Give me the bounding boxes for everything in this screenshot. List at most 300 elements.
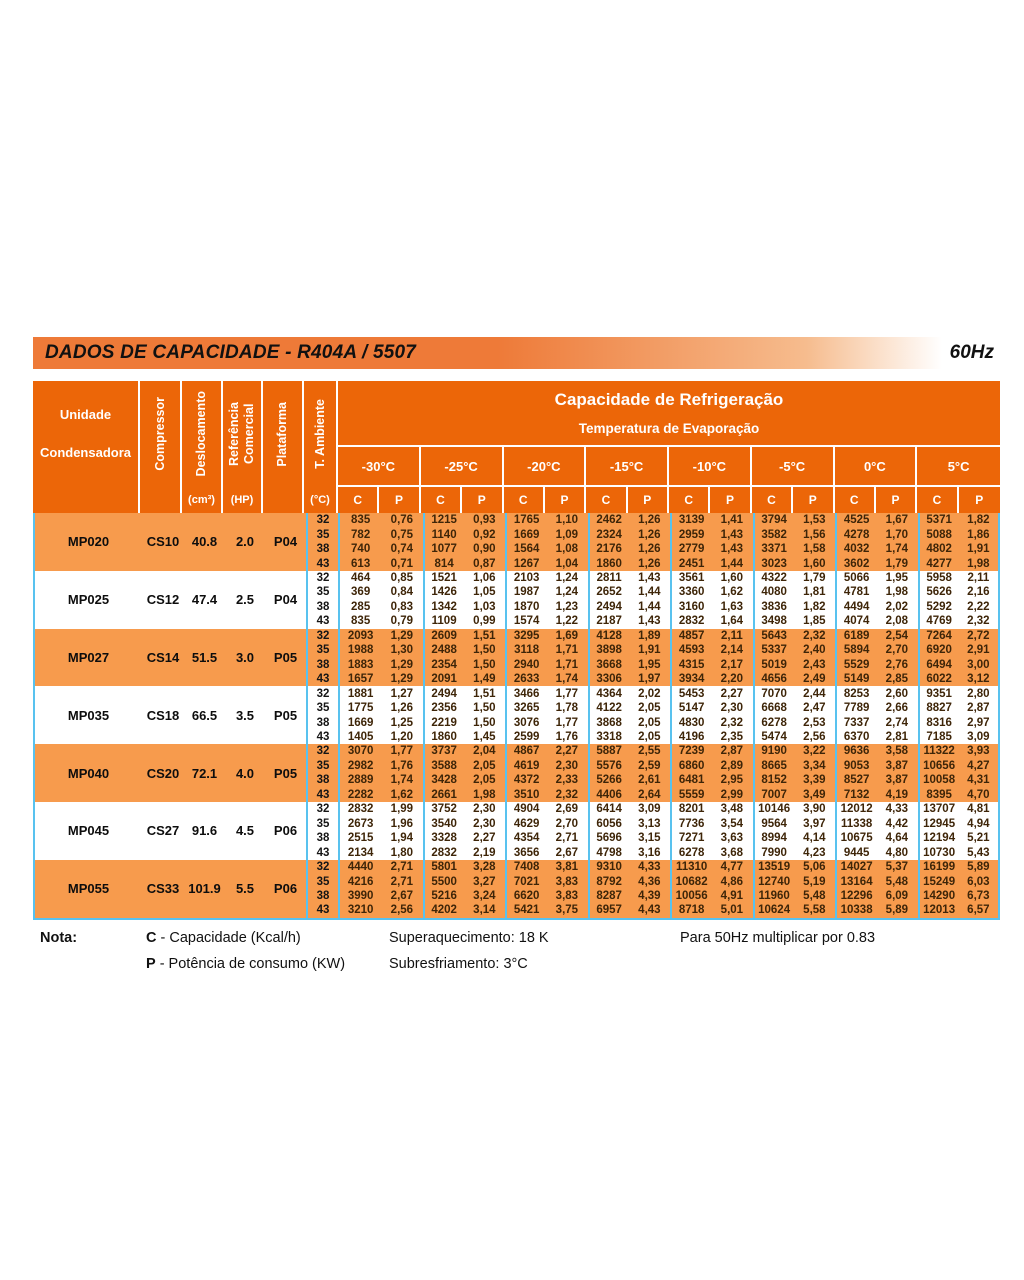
power-value: 1,79 <box>803 572 826 585</box>
power-value: 4,42 <box>885 817 909 830</box>
unit-group-mp045 <box>33 802 1000 860</box>
capacity-value: 3990 <box>347 890 374 902</box>
capacity-value: 9445 <box>835 845 876 859</box>
capacity-value: 814 <box>423 556 464 570</box>
power-value: 3,09 <box>638 803 661 816</box>
power-value: 2,27 <box>720 687 744 700</box>
power-value: 2,89 <box>720 759 744 772</box>
capacity-value: 3360 <box>670 585 711 599</box>
capacity-value: 3898 <box>588 643 629 657</box>
power-value: 1,22 <box>555 615 579 628</box>
power-value: 2,16 <box>959 585 1000 599</box>
capacity-value: 2494 <box>588 600 629 614</box>
unit-name-cell: MP020 <box>67 534 110 550</box>
col-header-label: Compressor <box>152 397 167 471</box>
power-value: 2,55 <box>638 745 661 758</box>
capacity-value: 7789 <box>835 701 876 715</box>
col-header-label: Referência Comercial <box>227 402 256 466</box>
capacity-value: 4196 <box>670 730 711 744</box>
capacity-value: 4802 <box>918 542 959 556</box>
power-value: 1,29 <box>390 629 414 642</box>
power-value: 1,78 <box>555 702 579 715</box>
power-value: 1,29 <box>390 673 414 686</box>
power-value: 4,81 <box>959 802 1000 816</box>
power-value: 3,12 <box>959 672 1000 686</box>
power-value: 0,85 <box>390 572 414 585</box>
capacity-value: 3836 <box>753 600 794 614</box>
ambient-temp-cell: 43 <box>306 903 340 917</box>
ambient-temp-cell: 35 <box>306 585 340 599</box>
capacity-value: 4867 <box>505 744 546 758</box>
displacement-cell: 47.4 <box>191 592 218 608</box>
capacity-definition: C - Capacidade (Kcal/h) <box>146 929 301 946</box>
capacity-value: 13164 <box>835 874 876 888</box>
power-value: 2,05 <box>473 759 496 772</box>
power-value: 2,40 <box>803 644 826 657</box>
capacity-value: 2959 <box>670 527 711 541</box>
capacity-value: 3737 <box>423 744 464 758</box>
capacity-value: 6414 <box>588 802 629 816</box>
hp-cell: 5.5 <box>235 881 255 897</box>
power-value: 3,27 <box>473 875 496 888</box>
capacity-value: 5801 <box>423 860 464 874</box>
capacity-value: 6860 <box>670 759 711 773</box>
capacity-value: 2462 <box>588 513 629 527</box>
power-value: 2,32 <box>803 629 826 642</box>
capacity-value: 3561 <box>670 571 711 585</box>
capacity-value: 2661 <box>423 788 464 802</box>
power-value: 4,23 <box>803 846 826 859</box>
capacity-value: 1870 <box>505 600 546 614</box>
capacity-value: 6620 <box>505 889 546 903</box>
power-col-header: P <box>876 487 917 513</box>
power-value: 2,11 <box>959 571 1000 585</box>
power-value: 3,93 <box>959 744 1000 758</box>
power-value: 1,58 <box>803 543 826 556</box>
platform-cell: P05 <box>273 650 298 666</box>
ambient-temp-cell: 38 <box>306 831 340 845</box>
power-value: 4,64 <box>885 832 909 845</box>
capacity-value: 3371 <box>753 542 794 556</box>
capacity-value: 11338 <box>835 817 876 831</box>
ambient-temp-cell: 43 <box>306 556 340 570</box>
power-value: 1,43 <box>720 528 744 541</box>
power-value: 3,90 <box>803 803 826 816</box>
ambient-temp-cell: 32 <box>306 802 340 816</box>
capacity-value: 2599 <box>505 730 546 744</box>
capacity-value: 1521 <box>423 571 464 585</box>
power-value: 5,19 <box>803 875 826 888</box>
power-value: 6,09 <box>885 890 909 902</box>
capacity-value: 2488 <box>423 643 464 657</box>
capacity-col-header: C <box>752 487 793 513</box>
displacement-cell: 72.1 <box>191 765 218 781</box>
capacity-value: 1215 <box>423 513 464 527</box>
capacity-value: 6370 <box>835 730 876 744</box>
hp-cell: 4.5 <box>235 823 255 839</box>
displacement-cell: 40.8 <box>191 534 218 550</box>
capacity-value: 3428 <box>423 773 464 787</box>
power-value: 4,19 <box>885 788 909 801</box>
notes <box>33 930 1000 1000</box>
power-value: 1,76 <box>555 731 579 744</box>
capacity-value: 3265 <box>505 701 546 715</box>
power-value: 1,49 <box>473 673 496 686</box>
capacity-value: 5149 <box>835 672 876 686</box>
capacity-value: 6022 <box>918 672 959 686</box>
capacity-value: 15249 <box>918 874 959 888</box>
capacity-value: 12296 <box>835 889 876 903</box>
capacity-value: 10624 <box>753 903 794 917</box>
capacity-value: 1669 <box>347 716 374 729</box>
power-value: 6,73 <box>959 889 1000 903</box>
ambient-temp-cell: 32 <box>306 571 340 585</box>
power-value: 5,89 <box>885 904 909 917</box>
power-value: 4,14 <box>803 832 826 845</box>
capacity-value: 8827 <box>918 701 959 715</box>
capacity-value: 1426 <box>423 585 464 599</box>
unit-name-cell: MP055 <box>67 881 110 897</box>
ambient-temp-cell: 32 <box>306 744 340 758</box>
capacity-value: 1987 <box>505 585 546 599</box>
power-value: 1,50 <box>473 716 496 729</box>
power-value: 2,44 <box>803 687 826 700</box>
capacity-value: 5421 <box>505 903 546 917</box>
power-value: 1,89 <box>638 629 661 642</box>
power-value: 2,30 <box>720 702 744 715</box>
capacity-value: 5337 <box>753 643 794 657</box>
platform-cell: P05 <box>273 707 298 723</box>
capacity-value: 1860 <box>588 556 629 570</box>
power-value: 1,53 <box>803 514 826 527</box>
capacity-value: 7264 <box>918 629 959 643</box>
capacity-value: 11960 <box>753 889 794 903</box>
capacity-value: 835 <box>351 514 371 527</box>
power-value: 5,21 <box>959 831 1000 845</box>
evap-temp-header: -25°C <box>421 447 504 487</box>
power-value: 3,68 <box>720 846 744 859</box>
power-value: 3,54 <box>720 817 744 830</box>
power-value: 1,69 <box>555 629 579 642</box>
compressor-cell: CS10 <box>146 534 180 550</box>
power-value: 3,16 <box>638 846 661 859</box>
capacity-value: 1669 <box>505 527 546 541</box>
power-value: 3,39 <box>803 774 826 787</box>
capacity-value: 8287 <box>588 889 629 903</box>
capacity-value: 2356 <box>423 701 464 715</box>
capacity-value: 4781 <box>835 585 876 599</box>
power-value: 1,85 <box>803 615 826 628</box>
capacity-value: 2633 <box>505 672 546 686</box>
capacity-value: 5019 <box>753 658 794 672</box>
capacity-value: 4128 <box>588 629 629 643</box>
capacity-value: 7271 <box>670 831 711 845</box>
capacity-value: 12740 <box>753 874 794 888</box>
capacity-value: 6668 <box>753 701 794 715</box>
power-value: 0,84 <box>390 586 414 599</box>
capacity-col-header: C <box>669 487 710 513</box>
evap-temp-header: 5°C <box>917 447 1000 487</box>
power-value: 0,75 <box>390 528 414 541</box>
capacity-value: 8253 <box>835 686 876 700</box>
capacity-value: 4315 <box>670 658 711 672</box>
unit-group-mp027 <box>33 629 1000 687</box>
power-value: 3,34 <box>803 759 826 772</box>
power-value: 3,14 <box>473 904 496 917</box>
capacity-value: 2832 <box>423 845 464 859</box>
capacity-value: 3668 <box>588 658 629 672</box>
hp-cell: 2.0 <box>235 534 255 550</box>
col-header-unit: (cm³) <box>188 494 215 506</box>
power-value: 1,43 <box>720 543 744 556</box>
power-value: 1,03 <box>473 600 496 613</box>
power-value: 0,92 <box>473 528 496 541</box>
capacity-value: 4440 <box>347 861 374 874</box>
capacity-value: 3023 <box>753 556 794 570</box>
capacity-value: 7337 <box>835 715 876 729</box>
capacity-value: 14027 <box>835 860 876 874</box>
capacity-value: 9636 <box>835 744 876 758</box>
capacity-value: 6278 <box>670 845 711 859</box>
power-value: 2,95 <box>720 774 744 787</box>
power-value: 1,60 <box>720 572 744 585</box>
power-value: 1,63 <box>720 600 744 613</box>
capacity-value: 3934 <box>670 672 711 686</box>
power-value: 2,74 <box>885 716 909 729</box>
capacity-value: 5371 <box>918 513 959 527</box>
power-value: 0,79 <box>390 615 414 628</box>
power-value: 4,80 <box>885 846 909 859</box>
power-value: 1,44 <box>638 586 661 599</box>
document-page <box>33 337 1000 1000</box>
power-value: 1,43 <box>638 615 661 628</box>
capacity-value: 8994 <box>753 831 794 845</box>
power-value: 1,06 <box>473 572 496 585</box>
capacity-header-title: Capacidade de Refrigeração <box>554 390 784 409</box>
power-value: 2,64 <box>638 788 661 801</box>
power-value: 2,54 <box>885 629 909 642</box>
compressor-cell: CS33 <box>146 881 180 897</box>
ambient-temp-cell: 38 <box>306 715 340 729</box>
capacity-value: 2832 <box>347 803 374 816</box>
evap-temp-header: -30°C <box>338 447 421 487</box>
capacity-value: 369 <box>351 586 371 599</box>
capacity-value: 2779 <box>670 542 711 556</box>
unit-group-mp035 <box>33 686 1000 744</box>
capacity-value: 464 <box>351 572 371 585</box>
power-value: 1,09 <box>555 528 579 541</box>
power-value: 2,72 <box>959 629 1000 643</box>
compressor-cell: CS20 <box>146 765 180 781</box>
capacity-value: 3656 <box>505 845 546 859</box>
power-value: 3,87 <box>885 774 909 787</box>
capacity-value: 2282 <box>347 788 374 801</box>
power-value: 2,27 <box>555 745 579 758</box>
col-header-label: Deslocamento <box>194 391 208 477</box>
capacity-value: 10675 <box>835 831 876 845</box>
power-value: 3,22 <box>803 745 826 758</box>
capacity-value: 7736 <box>670 817 711 831</box>
power-value: 1,26 <box>390 702 414 715</box>
capacity-value: 8527 <box>835 773 876 787</box>
capacity-value: 4278 <box>835 527 876 541</box>
capacity-value: 10730 <box>918 845 959 859</box>
capacity-value: 13707 <box>918 802 959 816</box>
power-value: 2,67 <box>390 890 414 902</box>
power-col-header: P <box>462 487 503 513</box>
power-value: 5,37 <box>885 861 909 874</box>
power-value: 1,81 <box>803 586 826 599</box>
capacity-value: 2093 <box>347 629 374 642</box>
col-header-referencia-comercial <box>223 381 263 513</box>
capacity-value: 3510 <box>505 788 546 802</box>
ambient-temp-cell: 38 <box>306 600 340 614</box>
hp-cell: 4.0 <box>235 765 255 781</box>
ambient-temp-cell: 43 <box>306 672 340 686</box>
capacity-value: 285 <box>351 600 371 613</box>
power-value: 1,96 <box>390 817 414 830</box>
capacity-value: 1765 <box>505 513 546 527</box>
power-value: 3,81 <box>555 861 579 874</box>
power-value: 1,51 <box>473 629 496 642</box>
power-value: 1,77 <box>555 716 579 729</box>
capacity-value: 1109 <box>423 614 464 628</box>
capacity-value: 3466 <box>505 686 546 700</box>
capacity-value: 4769 <box>918 614 959 628</box>
col-header-plataforma <box>263 381 304 513</box>
capacity-value: 4122 <box>588 701 629 715</box>
capacity-value: 5147 <box>670 701 711 715</box>
power-value: 1,98 <box>959 556 1000 570</box>
power-value: 1,51 <box>473 687 496 700</box>
power-value: 1,44 <box>638 600 661 613</box>
capacity-value: 2103 <box>505 571 546 585</box>
ambient-temp-cell: 43 <box>306 845 340 859</box>
power-value: 2,47 <box>803 702 826 715</box>
capacity-value: 7132 <box>835 788 876 802</box>
capacity-value: 1140 <box>423 527 464 541</box>
capacity-value: 4494 <box>835 600 876 614</box>
capacity-value: 2832 <box>670 614 711 628</box>
power-value: 1,97 <box>638 673 661 686</box>
capacity-value: 2134 <box>347 846 374 859</box>
capacity-value: 2219 <box>423 715 464 729</box>
evaporation-header-title: Temperatura de Evaporação <box>578 421 760 436</box>
power-value: 2,66 <box>885 702 909 715</box>
capacity-value: 3160 <box>670 600 711 614</box>
power-value: 2,70 <box>555 817 579 830</box>
power-value: 4,86 <box>720 875 744 888</box>
power-value: 2,91 <box>959 643 1000 657</box>
power-value: 1,98 <box>885 586 909 599</box>
capacity-value: 5500 <box>423 874 464 888</box>
unit-name-cell: MP035 <box>67 707 110 723</box>
power-value: 4,33 <box>885 803 909 816</box>
capacity-value: 4406 <box>588 788 629 802</box>
ambient-temp-cell: 38 <box>306 542 340 556</box>
power-value: 5,89 <box>959 860 1000 874</box>
power-value: 2,05 <box>638 716 661 729</box>
ambient-temp-cell: 38 <box>306 889 340 903</box>
hp-cell: 3.5 <box>235 707 255 723</box>
capacity-value: 4032 <box>835 542 876 556</box>
capacity-value: 4372 <box>505 773 546 787</box>
capacity-value: 7021 <box>505 874 546 888</box>
power-value: 4,39 <box>638 890 661 902</box>
capacity-value: 6494 <box>918 658 959 672</box>
capacity-value: 5576 <box>588 759 629 773</box>
unit-name-cell: MP040 <box>67 765 110 781</box>
capacity-value: 5626 <box>918 585 959 599</box>
capacity-value: 4277 <box>918 556 959 570</box>
platform-cell: P04 <box>273 592 298 608</box>
power-value: 2,08 <box>885 615 909 628</box>
power-col-header: P <box>545 487 586 513</box>
ambient-temp-cell: 38 <box>306 658 340 672</box>
capacity-value: 6278 <box>753 715 794 729</box>
unit-name-cell: MP027 <box>67 650 110 666</box>
power-value: 2,97 <box>959 715 1000 729</box>
power-value: 1,43 <box>638 572 661 585</box>
power-value: 3,63 <box>720 832 744 845</box>
capacity-value: 9351 <box>918 686 959 700</box>
capacity-value: 5529 <box>835 658 876 672</box>
ambient-temp-cell: 43 <box>306 614 340 628</box>
power-col-header: P <box>379 487 420 513</box>
capacity-value: 4798 <box>588 845 629 859</box>
power-value: 3,00 <box>959 658 1000 672</box>
capacity-value: 8792 <box>588 874 629 888</box>
fifty-hz-note: Para 50Hz multiplicar por 0.83 <box>680 929 876 946</box>
displacement-cell: 101.9 <box>188 881 221 897</box>
displacement-cell: 66.5 <box>191 707 218 723</box>
col-header-unidade-condensadora <box>33 381 140 513</box>
capacity-value: 10146 <box>753 802 794 816</box>
power-value: 0,90 <box>473 543 496 556</box>
power-value: 2,32 <box>959 614 1000 628</box>
capacity-value: 3602 <box>835 556 876 570</box>
capacity-value: 4354 <box>505 831 546 845</box>
capacity-value: 9310 <box>588 860 629 874</box>
evap-temp-header: -5°C <box>752 447 835 487</box>
power-value: 2,80 <box>959 686 1000 700</box>
power-value: 0,99 <box>473 615 496 628</box>
capacity-value: 8316 <box>918 715 959 729</box>
power-value: 1,60 <box>803 557 826 570</box>
table-body <box>33 513 1000 920</box>
power-value: 2,56 <box>803 731 826 744</box>
ambient-temp-cell: 35 <box>306 527 340 541</box>
power-value: 6,57 <box>959 903 1000 917</box>
power-value: 2,59 <box>638 759 661 772</box>
capacity-value: 14290 <box>918 889 959 903</box>
power-value: 1,50 <box>473 702 496 715</box>
power-value: 3,83 <box>555 875 579 888</box>
capacity-value: 13519 <box>753 860 794 874</box>
power-value: 4,91 <box>720 890 744 902</box>
power-value: 1,71 <box>555 644 579 657</box>
capacity-value: 3139 <box>670 513 711 527</box>
power-value: 2,60 <box>885 687 909 700</box>
capacity-value: 10682 <box>670 874 711 888</box>
displacement-cell: 91.6 <box>191 823 218 839</box>
capacity-col-header: C <box>421 487 462 513</box>
power-value: 1,70 <box>885 528 909 541</box>
power-value: 2,71 <box>555 832 579 845</box>
power-value: 3,24 <box>473 890 496 902</box>
platform-cell: P04 <box>273 534 298 550</box>
capacity-value: 2187 <box>588 614 629 628</box>
